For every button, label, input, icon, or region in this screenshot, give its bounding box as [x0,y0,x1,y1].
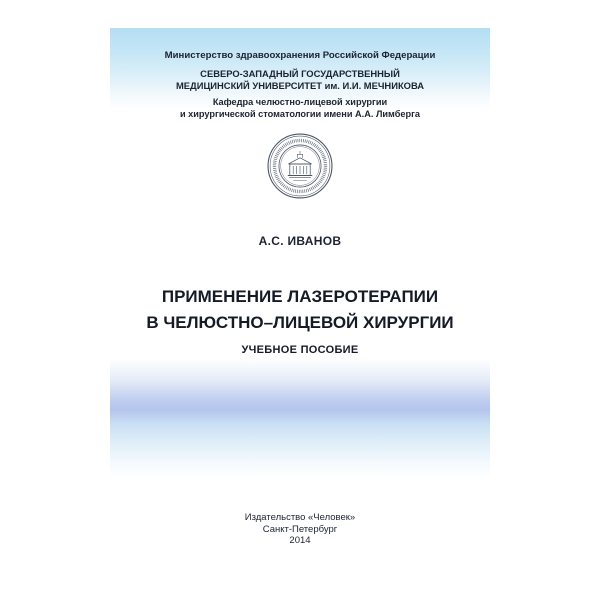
publisher-city: Санкт-Петербург [262,523,338,535]
cover-header [110,50,490,120]
publication-year: 2014 [289,535,311,546]
university-name [110,68,490,91]
university-name-line1: СЕВЕРО-ЗАПАДНЫЙ ГОСУДАРСТВЕННЫЙ [200,68,400,79]
publisher-block [110,512,490,547]
book-cover [110,28,490,570]
book-title-line2: В ЧЕЛЮСТНО–ЛИЦЕВОЙ ХИРУРГИИ [146,313,454,332]
university-seal-icon [266,132,334,200]
publisher-name: Издательство «Человек» [244,512,356,523]
ministry-name: Министерство здравоохранения Российской Федерации [164,50,436,61]
department-name-line2: и хирургической стоматологии имени А.А. Лимберга [179,108,421,119]
department-name [110,97,490,120]
department-name-line1: Кафедра челюстно-лицевой хирургии [212,97,388,107]
author-name: А.С. ИВАНОВ [258,234,342,248]
book-subtitle: УЧЕБНОЕ ПОСОБИЕ [241,344,359,356]
university-name-line2: МЕДИЦИНСКИЙ УНИВЕРСИТЕТ им. И.И. МЕЧНИКОВА [175,79,425,91]
book-title [110,284,490,336]
book-title-line1: ПРИМЕНЕНИЕ ЛАЗЕРОТЕРАПИИ [161,287,439,306]
